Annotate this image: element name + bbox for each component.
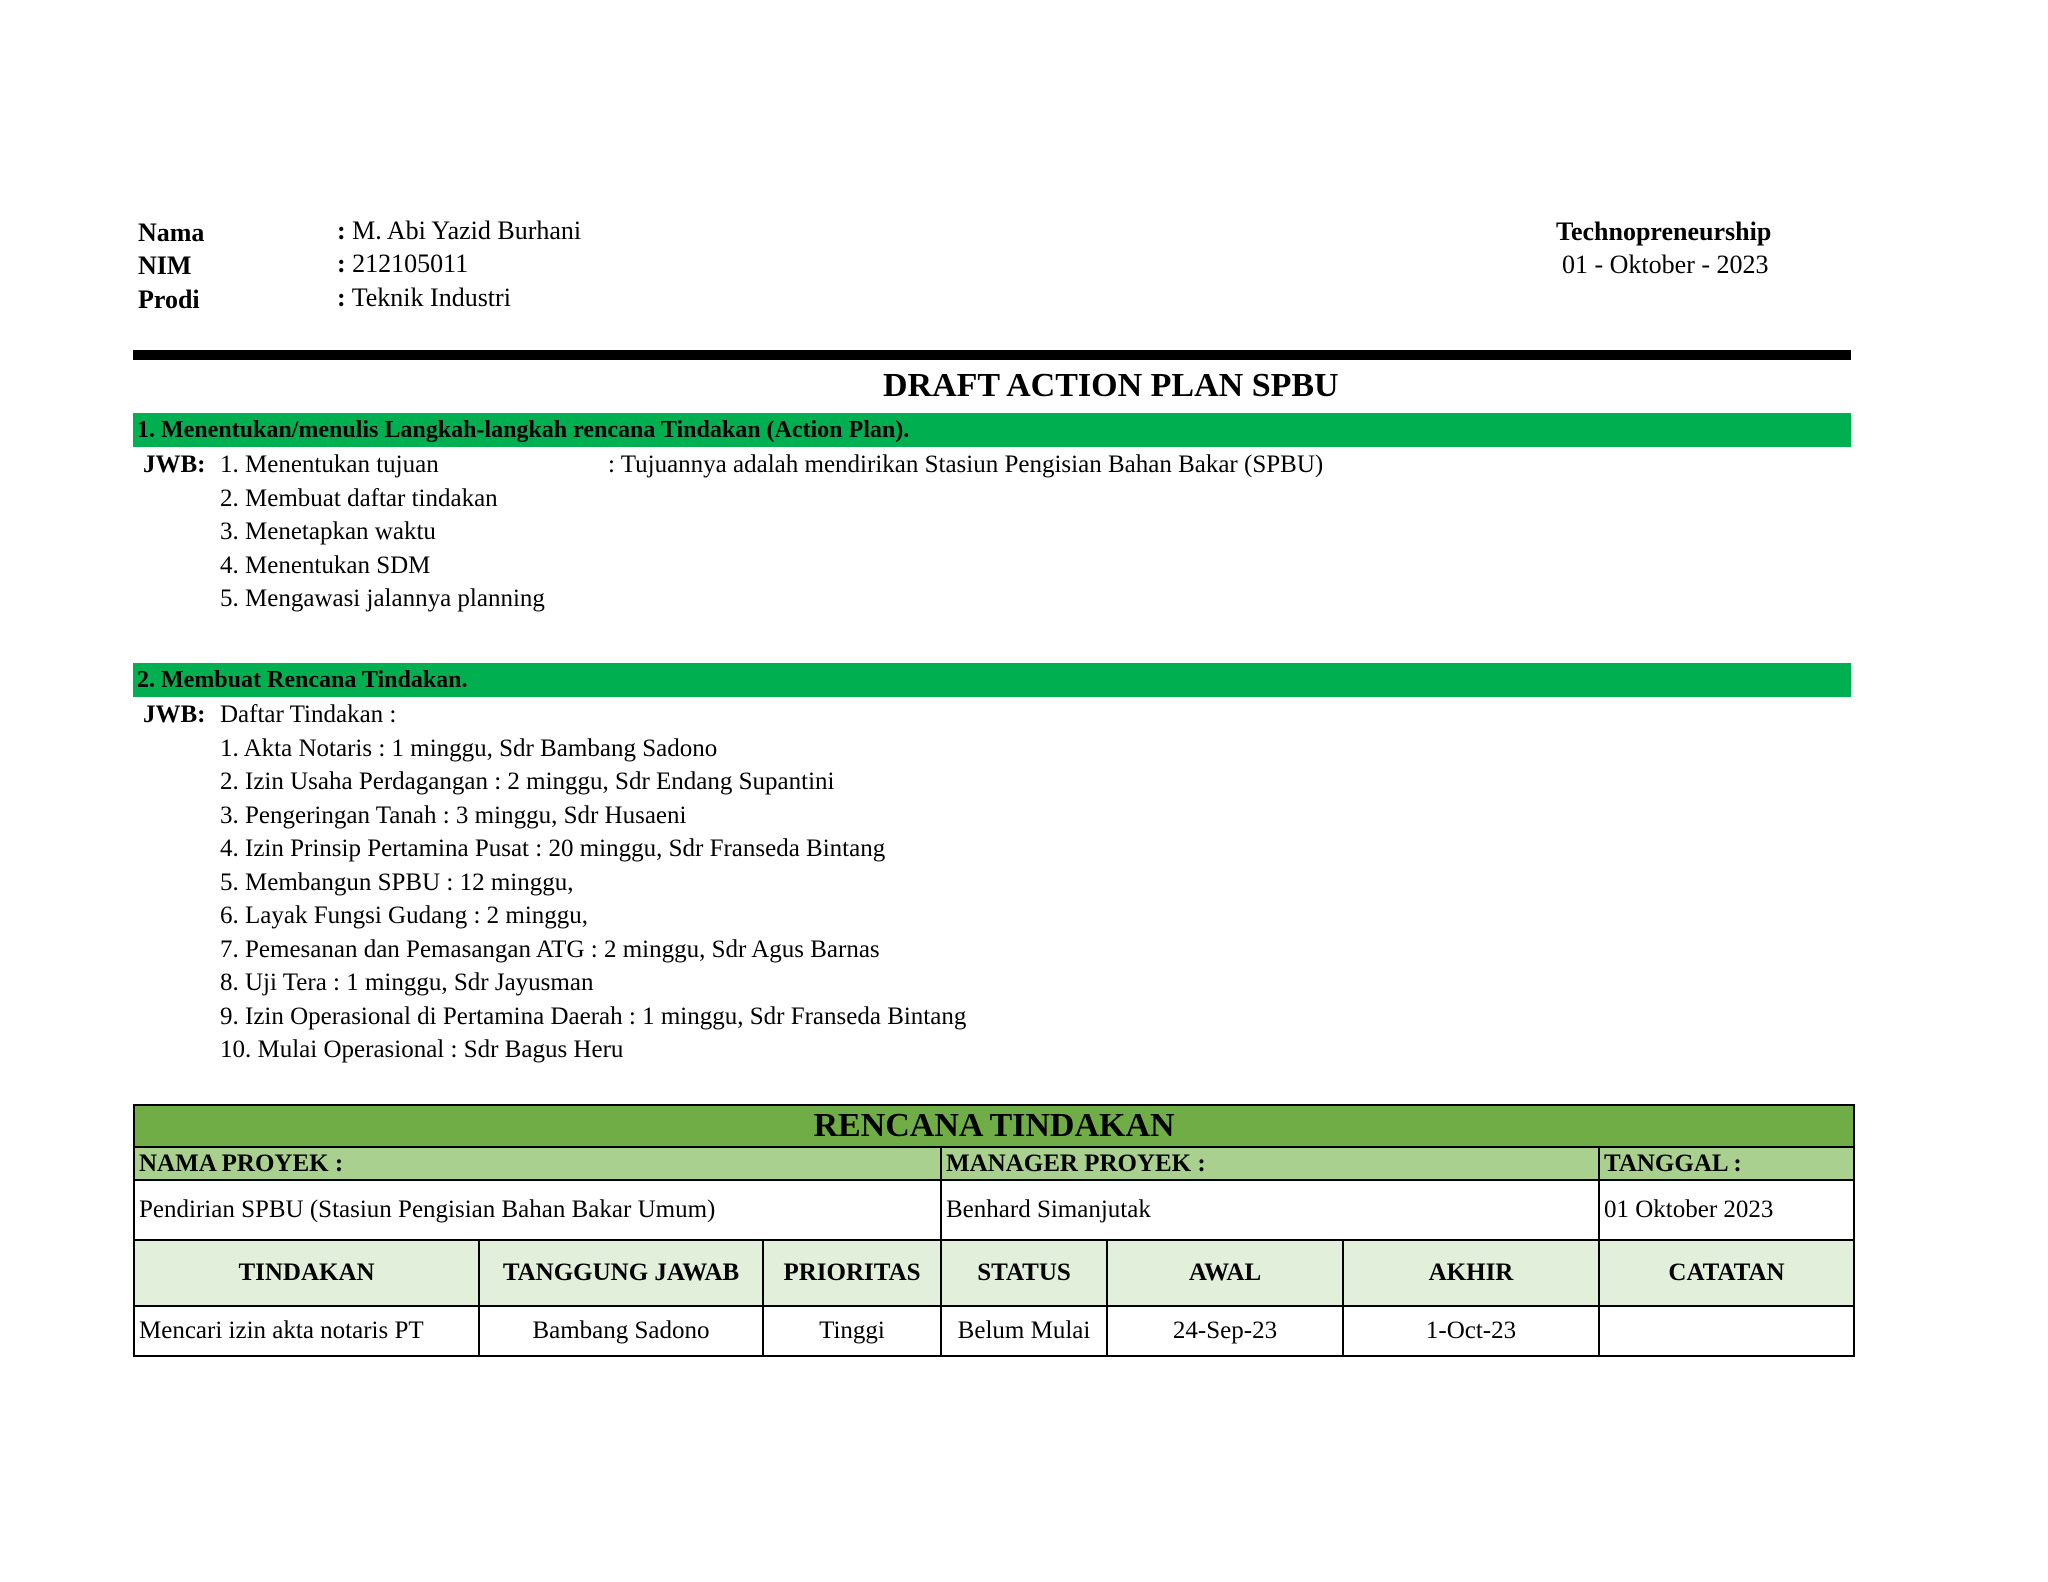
section2-list	[220, 732, 966, 1067]
section2-heading: 2. Membuat Rencana Tindakan.	[133, 663, 1851, 697]
course-name: Technopreneurship	[1556, 217, 1772, 246]
list-item: 7. Pemesanan dan Pemasangan ATG : 2 minggu, Sdr Agus Barnas	[220, 935, 880, 963]
header-divider	[133, 350, 1851, 360]
nim-value-text: 212105011	[345, 249, 469, 278]
manager-proyek-value: Benhard Simanjutak	[941, 1180, 1599, 1240]
manager-proyek-label: MANAGER PROYEK :	[941, 1147, 1599, 1180]
nama-label: Nama	[138, 218, 205, 247]
section1-first-item: 1. Menentukan tujuan	[220, 451, 439, 478]
list-item: 3. Pengeringan Tanah : 3 minggu, Sdr Husaeni	[220, 801, 687, 829]
tanggal-label: TANGGAL :	[1599, 1147, 1854, 1180]
nama-proyek-value: Pendirian SPBU (Stasiun Pengisian Bahan Bakar Umum)	[134, 1180, 941, 1240]
section1-jwb-label: JWB:	[143, 451, 206, 478]
list-item: 2. Izin Usaha Perdagangan : 2 minggu, Sdr Endang Supantini	[220, 768, 835, 795]
nim-value: : 212105011	[337, 249, 469, 278]
section1-first-item-detail: : Tujuannya adalah mendirikan Stasiun Pengisian Bahan Bakar (SPBU)	[608, 451, 1324, 478]
prodi-value: : Teknik Industri	[337, 283, 511, 312]
rencana-tindakan-table	[133, 1104, 1855, 1357]
nama-value-text: M. Abi Yazid Burhani	[345, 216, 582, 245]
list-item: 5. Mengawasi jalannya planning	[220, 585, 545, 612]
cell-tanggung-jawab: Bambang Sadono	[479, 1306, 763, 1356]
cell-tindakan: Mencari izin akta notaris PT	[134, 1306, 479, 1356]
list-item: 6. Layak Fungsi Gudang : 2 minggu,	[220, 902, 589, 929]
course-date: 01 - Oktober - 2023	[1562, 250, 1769, 279]
list-item: 9. Izin Operasional di Pertamina Daerah : 1 minggu, Sdr Franseda Bintang	[220, 1002, 967, 1030]
cell-prioritas: Tinggi	[763, 1306, 941, 1356]
list-item: 5. Membangun SPBU : 12 minggu,	[220, 868, 574, 896]
cell-akhir: 1-Oct-23	[1343, 1306, 1599, 1356]
section2-intro: Daftar Tindakan :	[220, 701, 397, 728]
list-item: 8. Uji Tera : 1 minggu, Sdr Jayusman	[220, 969, 594, 996]
col-header-status: STATUS	[941, 1240, 1107, 1306]
prodi-value-text: Teknik Industri	[345, 283, 511, 312]
rencana-title: RENCANA TINDAKAN	[134, 1105, 1854, 1147]
col-header-akhir: AKHIR	[1343, 1240, 1599, 1306]
prodi-label: Prodi	[138, 285, 200, 314]
nama-value: : M. Abi Yazid Burhani	[337, 216, 582, 245]
list-item: 10. Mulai Operasional : Sdr Bagus Heru	[220, 1036, 624, 1063]
list-item: 3. Menetapkan waktu	[220, 518, 436, 545]
list-item: 2. Membuat daftar tindakan	[220, 484, 498, 512]
list-item: 4. Menentukan SDM	[220, 551, 431, 579]
col-header-awal: AWAL	[1107, 1240, 1343, 1306]
list-item: 1. Akta Notaris : 1 minggu, Sdr Bambang Sadono	[220, 734, 718, 762]
nama-proyek-label: NAMA PROYEK :	[134, 1147, 941, 1180]
document-title: DRAFT ACTION PLAN SPBU	[883, 367, 1339, 404]
cell-status: Belum Mulai	[941, 1306, 1107, 1356]
section1-list	[220, 482, 545, 616]
nim-label: NIM	[138, 251, 192, 280]
table-row	[134, 1306, 1854, 1356]
section2-jwb-label: JWB:	[143, 701, 206, 728]
tanggal-value: 01 Oktober 2023	[1599, 1180, 1854, 1240]
col-header-tanggung-jawab: TANGGUNG JAWAB	[479, 1240, 763, 1306]
cell-catatan	[1599, 1306, 1854, 1356]
section1-heading: 1. Menentukan/menulis Langkah-langkah rencana Tindakan (Action Plan).	[133, 413, 1851, 447]
col-header-catatan: CATATAN	[1599, 1240, 1854, 1306]
col-header-prioritas: PRIORITAS	[763, 1240, 941, 1306]
cell-awal: 24-Sep-23	[1107, 1306, 1343, 1356]
col-header-tindakan: TINDAKAN	[134, 1240, 479, 1306]
list-item: 4. Izin Prinsip Pertamina Pusat : 20 minggu, Sdr Franseda Bintang	[220, 835, 886, 862]
